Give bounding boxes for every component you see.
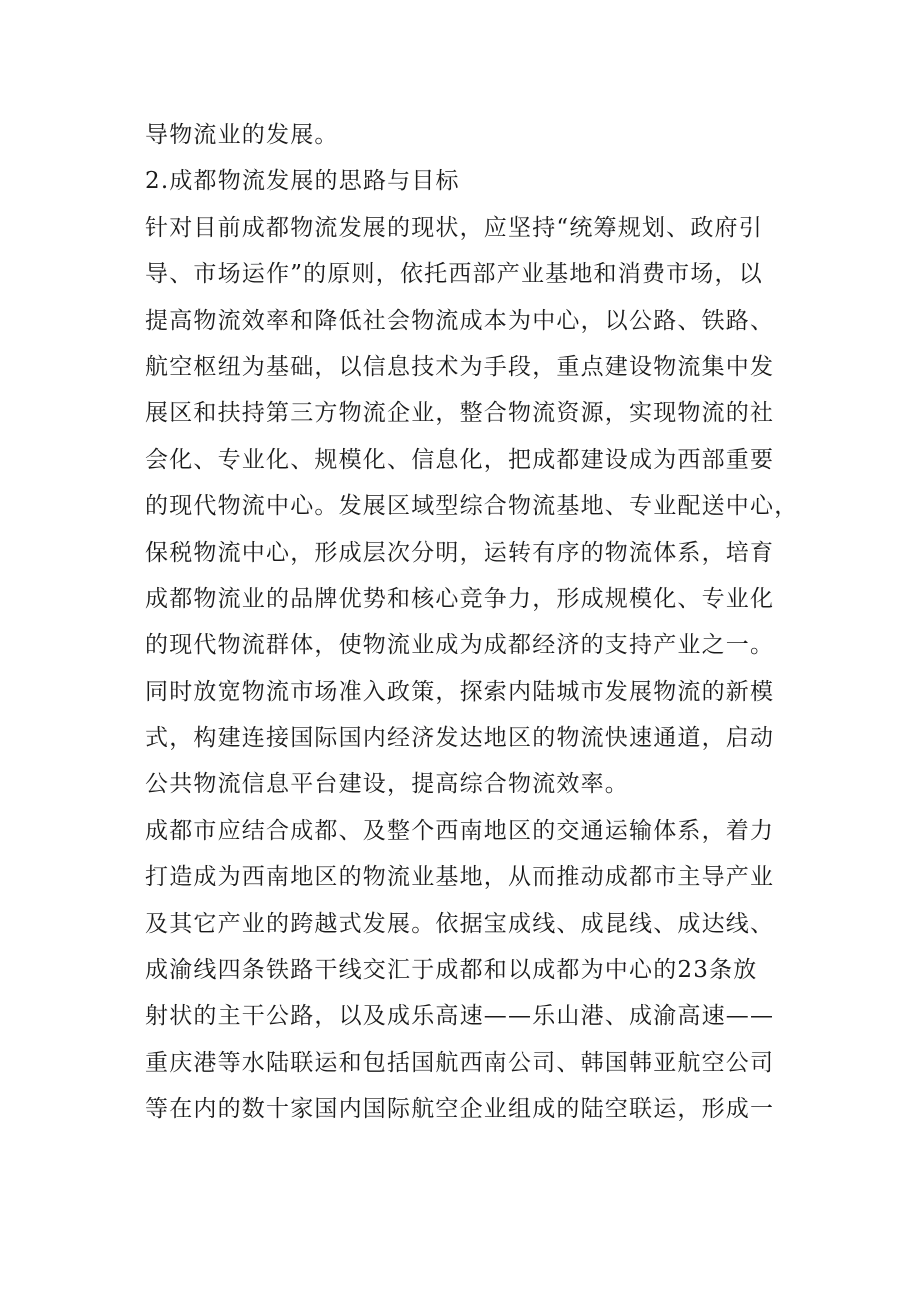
text-line: 保税物流中心，形成层次分明，运转有序的物流体系，培育 — [145, 539, 775, 566]
text-line: 导、市场运作”的原则，依托西部产业基地和消费市场，以 — [145, 261, 763, 288]
text-line: 会化、专业化、规模化、信息化，把成都建设成为西部重要 — [145, 446, 775, 473]
text-line: 提高物流效率和降低社会物流成本为中心，以公路、铁路、 — [145, 307, 775, 334]
text-line: 航空枢纽为基础，以信息技术为手段，重点建设物流集中发 — [145, 353, 775, 380]
section-heading: 2.成都物流发展的思路与目标 — [145, 168, 460, 195]
text-line: 成渝线四条铁路干线交汇于成都和以成都为中心的23条放 — [145, 957, 758, 984]
text-line: 重庆港等水陆联运和包括国航西南公司、韩国韩亚航空公司 — [145, 1049, 775, 1076]
text-line: 导物流业的发展。 — [145, 122, 339, 148]
text-line: 式，构建连接国际国内经济发达地区的物流快速通道，启动 — [145, 725, 775, 752]
text-line: 及其它产业的跨越式发展。依据宝成线、成昆线、成达线、 — [145, 910, 775, 937]
text-line: 成都物流业的品牌优势和核心竞争力，形成规模化、专业化 — [145, 585, 775, 612]
text-line: 射状的主干公路，以及成乐高速——乐山港、成渝高速—— — [145, 1003, 775, 1030]
text-line: 针对目前成都物流发展的现状，应坚持“统筹规划、政府引 — [145, 214, 763, 241]
text-line: 成都市应结合成都、及整个西南地区的交通运输体系，着力 — [145, 817, 775, 844]
text-line: 的现代物流中心。发展区域型综合物流基地、专业配送中心， — [145, 493, 799, 520]
text-line: 展区和扶持第三方物流企业，整合物流资源，实现物流的社 — [145, 400, 775, 427]
text-line: 公共物流信息平台建设，提高综合物流效率。 — [145, 771, 629, 798]
body-text — [145, 112, 805, 1133]
text-line: 的现代物流群体，使物流业成为成都经济的支持产业之一。 — [145, 632, 775, 659]
text-line: 打造成为西南地区的物流业基地，从而推动成都市主导产业 — [145, 864, 775, 891]
text-line: 同时放宽物流市场准入政策，探索内陆城市发展物流的新模 — [145, 678, 775, 705]
text-line: 等在内的数十家国内国际航空企业组成的陆空联运，形成一 — [145, 1096, 775, 1123]
